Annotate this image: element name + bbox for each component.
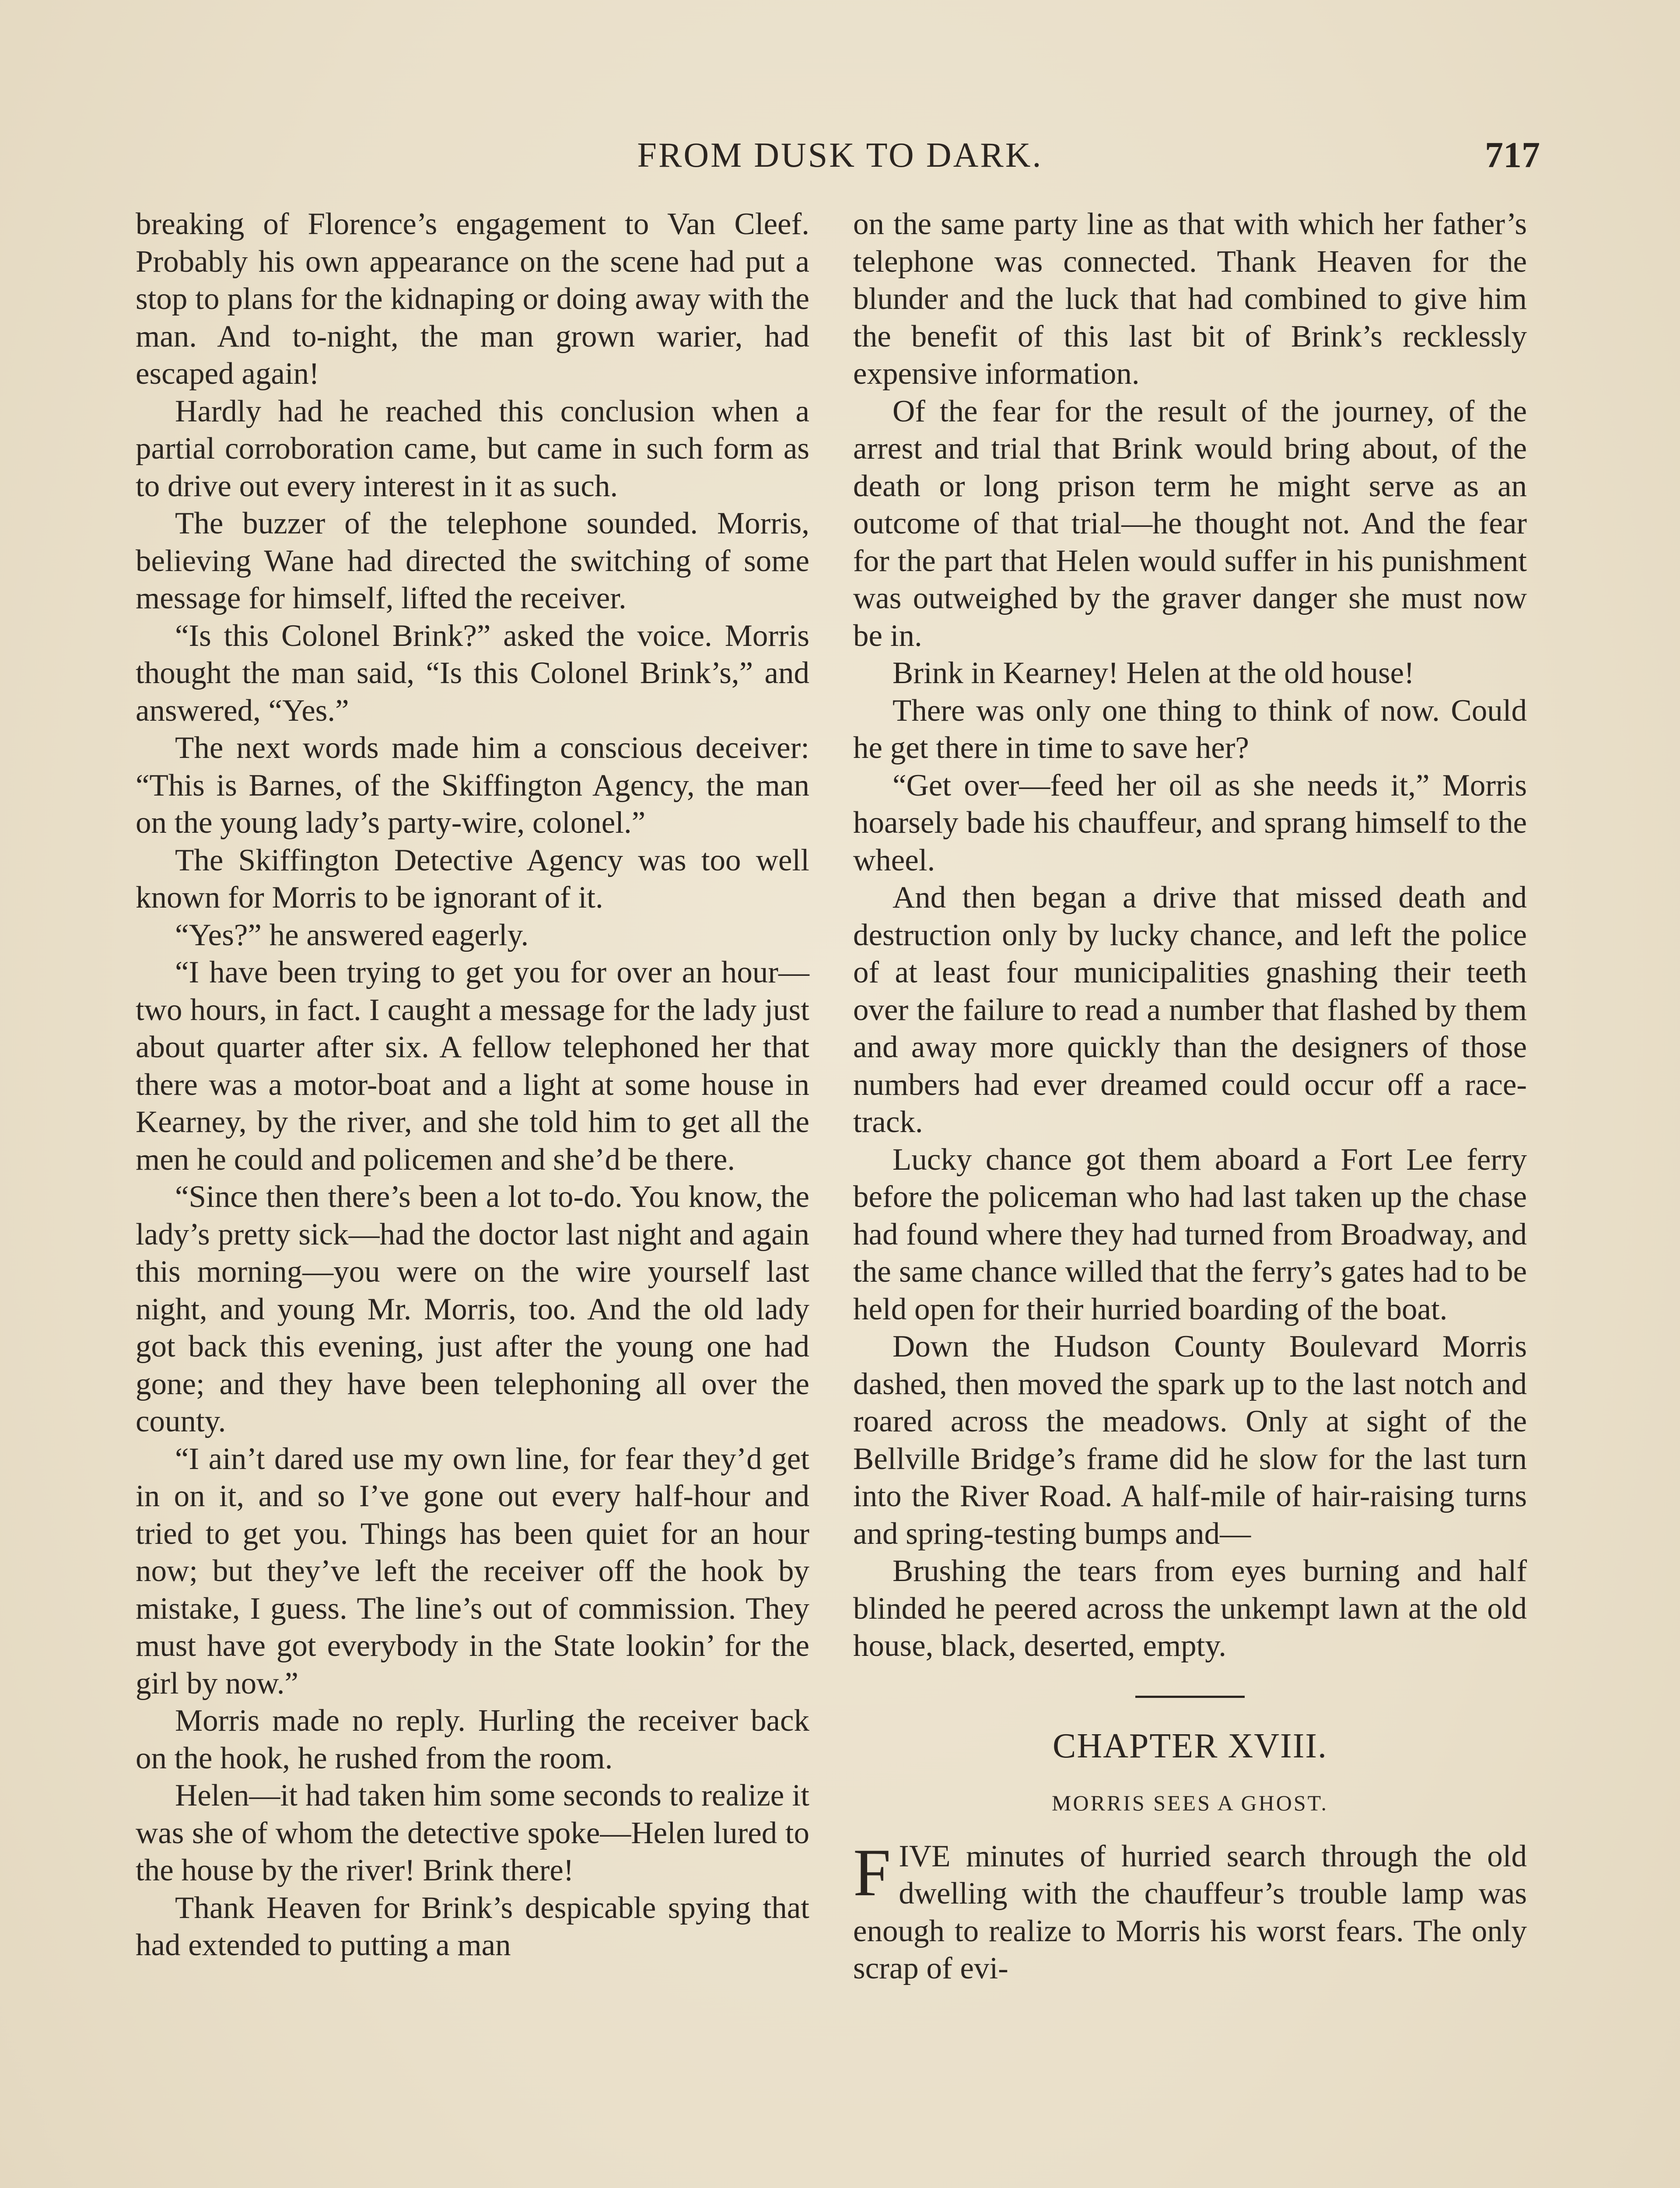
paragraph: Helen—it had taken him some seconds to realize it was she of whom the detective spoke—Helen lured to the house by the river! Brink there! [136,1778,809,1887]
paragraph: The buzzer of the telephone sounded. Morris, believing Wane had directed the switching of some message for himself, lifted the receiver. [136,506,809,615]
left-column [136,206,809,1964]
paragraph: Lucky chance got them aboard a Fort Lee ferry before the policeman who had last taken up the chase had found where they had turned from Broadway, and the same chance willed that the ferry’s gates had to be held open for their hurried boarding of the boat. [853,1142,1527,1326]
chapter-title: CHAPTER XVIII. [1053,1726,1327,1765]
paragraph: Brink in Kearney! Helen at the old house! [892,656,1414,690]
page-number: 717 [1485,135,1540,175]
running-title: FROM DUSK TO DARK. [637,136,1043,175]
right-column [853,206,1527,1988]
chapter-opening-text: IVE minutes of hurried search through the old dwelling with the chauffeur’s trouble lamp was enough to realize to Morris his worst fears. The only scrap of evi- [853,1839,1527,1985]
paragraph: Down the Hudson County Boulevard Morris dashed, then moved the spark up to the last notch and roared across the meadows. Only at sight of the Bellville Bridge’s frame did he slow for the last turn into the River Road. A half-mile of hair-raising turns and spring-testing bumps and— [853,1329,1527,1551]
paragraph: breaking of Florence’s engagement to Van Cleef. Probably his own appearance on the scene had put a stop to plans for the kidnaping or doing away with the man. And to-night, the man grown warier, had escaped again! [136,207,809,391]
paragraph: And then began a drive that missed death and destruction only by lucky chance, and left the police of at least four municipalities gnashing their teeth over the failure to read a number that flashed by them and away more quickly than the designers of those numbers had ever dreamed could occur off a race-track. [853,880,1527,1139]
section-divider [1135,1696,1245,1698]
paragraph: on the same party line as that with which her father’s telephone was connected. Thank Heaven for the blunder and the luck that had combined to give him the benefit of this last bit of Brink’s recklessly expensive information. [853,207,1527,391]
paragraph: “Since then there’s been a lot to-do. You know, the lady’s pretty sick—had the doctor last night and again this morning—you were on the wire yourself last night, and young Mr. Morris, too. And the old lady got back this evening, just after the young one had gone; and they have been telephoning all over the county. [136,1180,809,1438]
running-header [140,131,1540,179]
paragraph: Thank Heaven for Brink’s despicable spying that had extended to putting a man [136,1890,809,1962]
paragraph: “Get over—feed her oil as she needs it,” Morris hoarsely bade his chauffeur, and sprang himself to the wheel. [853,768,1527,877]
paragraph: “Yes?” he answered eagerly. [175,918,529,952]
paragraph: The Skiffington Detective Agency was too well known for Morris to be ignorant of it. [136,843,809,915]
paragraph: Morris made no reply. Hurling the receiver back on the hook, he rushed from the room. [136,1704,809,1775]
paragraph: Brushing the tears from eyes burning and half blinded he peered across the unkempt lawn at the old house, black, deserted, empty. [853,1554,1527,1663]
drop-cap: F [853,1834,891,1910]
paragraph: “I ain’t dared use my own line, for fear they’d get in on it, and so I’ve gone out every half-hour and tried to get you. Things has been quiet for an hour now; but they’ve left the receiver off the hook by mistake, I guess. The line’s out of commission. They must have got everybody in the State lookin’ for the girl by now.” [136,1441,809,1701]
paragraph: Of the fear for the result of the journey, of the arrest and trial that Brink would bring about, of the death or long prison term he might serve as an outcome of that trial—he thought not. And the fear for the part that Helen would suffer in his punishment was outweighed by the graver danger she must now be in. [853,394,1527,653]
paragraph: The next words made him a conscious deceiver: “This is Barnes, of the Skiffington Agency, the man on the young lady’s party-wire, colonel.” [136,731,809,840]
paragraph: There was only one thing to think of now. Could he get there in time to save her? [853,693,1527,765]
paragraph: “Is this Colonel Brink?” asked the voice. Morris thought the man said, “Is this Colonel Brink’s,” and answered, “Yes.” [136,618,809,728]
paragraph: Hardly had he reached this conclusion when a partial corroboration came, but came in such form as to drive out every interest in it as such. [136,394,809,503]
paragraph: “I have been trying to get you for over an hour—two hours, in fact. I caught a message for the lady just about quarter after six. A fellow telephoned her that there was a motor-boat and a light at some house in Kearney, by the river, and she told him to get all the men he could and policemen and she’d be there. [136,955,809,1177]
chapter-subtitle: MORRIS SEES A GHOST. [1052,1790,1328,1815]
chapter-opening-paragraph [853,1834,1527,1988]
